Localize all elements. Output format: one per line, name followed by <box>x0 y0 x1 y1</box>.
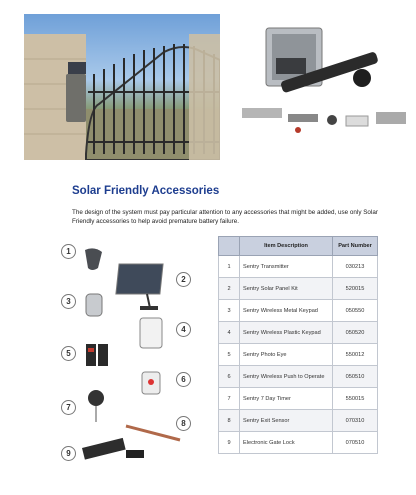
table-row <box>219 322 378 344</box>
row-desc: Sentry Photo Eye <box>240 344 333 366</box>
timer-icon <box>88 390 104 406</box>
row-num: 8 <box>219 410 240 432</box>
row-desc: Sentry Wireless Push to Operate <box>240 366 333 388</box>
table-row <box>219 344 378 366</box>
badge-5: 5 <box>61 346 76 361</box>
row-desc: Sentry Wireless Plastic Keypad <box>240 322 333 344</box>
badge-9: 9 <box>61 446 76 461</box>
gate-lock-icon <box>82 438 144 460</box>
parts-table <box>218 236 378 454</box>
row-part: 050520 <box>333 322 378 344</box>
plastic-keypad-icon <box>140 318 162 348</box>
badge-7: 7 <box>61 400 76 415</box>
row-desc: Electronic Gate Lock <box>240 432 333 454</box>
row-part: 050550 <box>333 300 378 322</box>
row-part: 070310 <box>333 410 378 432</box>
row-num: 2 <box>219 278 240 300</box>
table-header-row <box>219 237 378 256</box>
header-num <box>219 237 240 256</box>
opener-kit-illustration <box>236 22 414 140</box>
section-heading: Solar Friendly Accessories <box>72 185 220 197</box>
table-row <box>219 300 378 322</box>
row-num: 4 <box>219 322 240 344</box>
row-part: 550015 <box>333 388 378 410</box>
badge-6: 6 <box>176 372 191 387</box>
row-desc: Sentry Wireless Metal Keypad <box>240 300 333 322</box>
row-num: 5 <box>219 344 240 366</box>
row-desc: Sentry 7 Day Timer <box>240 388 333 410</box>
opener-kit-photo <box>236 22 414 140</box>
table-row <box>219 366 378 388</box>
badge-8: 8 <box>176 416 191 431</box>
badge-2: 2 <box>176 272 191 287</box>
table-row <box>219 410 378 432</box>
badge-3: 3 <box>61 294 76 309</box>
metal-keypad-icon <box>86 294 102 316</box>
solar-panel-icon <box>116 264 163 310</box>
row-num: 1 <box>219 256 240 278</box>
header-part-number: Part Number <box>333 237 378 256</box>
accessories-figure <box>52 236 210 480</box>
photo-eye-icon <box>86 344 108 366</box>
gate-photo <box>24 14 220 160</box>
exit-sensor-icon <box>126 426 180 440</box>
intro-paragraph: The design of the system must pay particular attention to any accessories that might be added, use only Solar Friendly accessories to help avoid premature battery failure. <box>72 209 378 225</box>
row-desc: Sentry Transmitter <box>240 256 333 278</box>
badge-4: 4 <box>176 322 191 337</box>
transmitter-icon <box>85 248 102 270</box>
row-desc: Sentry Exit Sensor <box>240 410 333 432</box>
row-part: 050510 <box>333 366 378 388</box>
row-num: 9 <box>219 432 240 454</box>
table-row <box>219 432 378 454</box>
row-part: 550012 <box>333 344 378 366</box>
row-desc: Sentry Solar Panel Kit <box>240 278 333 300</box>
row-num: 3 <box>219 300 240 322</box>
table-row <box>219 256 378 278</box>
row-part: 070510 <box>333 432 378 454</box>
row-num: 6 <box>219 366 240 388</box>
gate-photo-illustration <box>24 14 220 160</box>
table-row <box>219 278 378 300</box>
row-part: 030213 <box>333 256 378 278</box>
badge-1: 1 <box>61 244 76 259</box>
table-row <box>219 388 378 410</box>
row-num: 7 <box>219 388 240 410</box>
header-item-description: Item Description <box>240 237 333 256</box>
row-part: 520015 <box>333 278 378 300</box>
